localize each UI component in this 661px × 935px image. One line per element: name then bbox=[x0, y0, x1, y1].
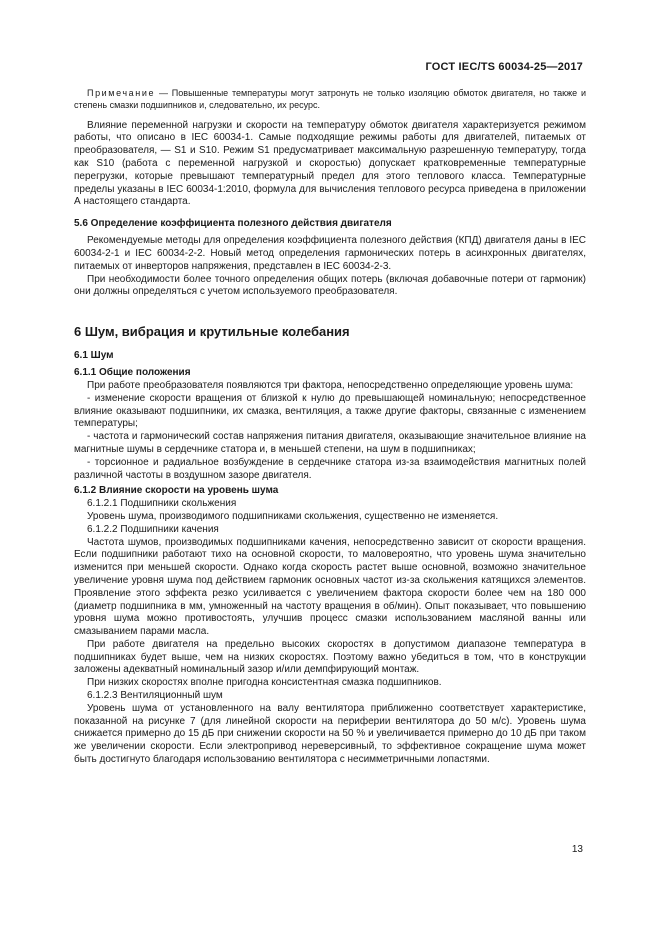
paragraph-high-speed: При работе двигателя на предельно высоких скоростях в допустимом диапазоне температура в подшипниках будет выше, чем на низких скоростях. Поэтому важно убедиться в том, что в конструкции заложены адекватный номинальный зазор и/или демпфирующий монтаж. bbox=[74, 638, 586, 676]
paragraph-sleeve-bearings: Уровень шума, производимого подшипниками скольжения, существенно не изменяется. bbox=[87, 510, 499, 522]
note-text: — Повышенные температуры могут затронуть не только изоляцию обмоток двигателя, но также и степень смазки подшипников и, следовательно, их ресурс. bbox=[74, 88, 586, 110]
heading-5-6: 5.6 Определение коэффициента полезного действия двигателя bbox=[74, 218, 392, 230]
paragraph-low-speed: При низких скоростях вполне пригодна консистентная смазка подшипников. bbox=[87, 677, 442, 689]
list-item-torsional: - торсионное и радиальное возбуждение в сердечнике статора из-за взаимодействия магнитных полей различной частоты в воздушном зазоре двигателя. bbox=[74, 456, 586, 481]
subheading-6-1-2-2: 6.1.2.2 Подшипники качения bbox=[87, 523, 219, 535]
heading-6-1-1: 6.1.1 Общие положения bbox=[74, 367, 191, 379]
paragraph-three-factors: При работе преобразователя появляются три фактора, непосредственно определяющие уровень шума: bbox=[87, 379, 574, 391]
heading-6-1: 6.1 Шум bbox=[74, 350, 114, 362]
document-header: ГОСТ IEC/TS 60034-25—2017 bbox=[425, 61, 583, 73]
paragraph-duty-cycle: Влияние переменной нагрузки и скорости на температуру обмоток двигателя характеризуется режимом работы, что описано в IEC 60034-1. Самые подходящие режимы работы для двигателей, питаемых от преобразователя, — S1 и S10. Режим S1 предусматривает максимальную разрешенную температуру, тогда как S10 (работа с переменной нагрузкой и скоростью) допускает кратковременные температурные перегрузки, которые превышают температурный предел для этого теплового класса. Температурные пределы указаны в IEC 60034-1:2010, формула для вычисления теплового ресурса приведена в приложении А настоящего стандарта. bbox=[74, 119, 586, 208]
list-item-speed: - изменение скорости вращения от близкой к нулю до превышающей номинальную; непосредственное влияние оказывают подшипники, их смазка, вентиляция, а также другие факторы, связанные с изменением температуры; bbox=[74, 392, 586, 430]
heading-6: 6 Шум, вибрация и крутильные колебания bbox=[74, 324, 350, 340]
note-paragraph bbox=[74, 88, 586, 112]
heading-6-1-2: 6.1.2 Влияние скорости на уровень шума bbox=[74, 485, 279, 497]
page-content bbox=[74, 88, 586, 767]
subheading-6-1-2-1: 6.1.2.1 Подшипники скольжения bbox=[87, 498, 237, 510]
paragraph-fan-noise: Уровень шума от установленного на валу вентилятора приближенно соответствует характеристике, показанной на рисунке 7 (для линейной скорости на периферии вентилятора до 50 м/с). Уровень шума снижается примерно до 15 дБ при снижении скорости на 50 % и увеличивается примерно до 10 дБ при таком же увеличении скорости. Если электропривод нереверсивный, то эффективное сокращение шума может быть достигнуто благодаря использованию вентилятора с несимметричными лопастями. bbox=[74, 702, 586, 766]
page-number: 13 bbox=[571, 844, 583, 855]
paragraph-efficiency-methods: Рекомендуемые методы для определения коэффициента полезного действия (КПД) двигателя даны в IEC 60034-2-1 и IEC 60034-2-2. Новый метод определения гармонических потерь в асинхронных двигателях, питаемых от инверторов напряжения, представлен в IEC 60034-2-3. bbox=[74, 235, 586, 272]
note-label: Примечание bbox=[87, 88, 156, 98]
paragraph-rolling-bearings: Частота шумов, производимых подшипниками качения, непосредственно зависит от скорости вращения. Если подшипники работают тихо на основной скорости, то маловероятно, что уровень шума значительно изменится при меньшей скорости. Однако когда скорость растет выше основной, возможно значительное увеличение уровня шума под действием гармоник основных частот из-за скольжения катящихся элементов. Проявление этого эффекта резко усиливается с увеличением фактора скорости более чем на 180 000 (диаметр подшипника в мм, умноженный на частоту вращения в об/мин). Опыт показывает, что повышению уровня шума можно противостоять, улучшив процесс смазки использованием масляной ванны или смазыванием парами масла. bbox=[74, 536, 586, 638]
subheading-6-1-2-3: 6.1.2.3 Вентиляционный шум bbox=[87, 690, 223, 702]
list-item-frequency: - частота и гармонический состав напряжения питания двигателя, оказывающие значительное влияние на магнитные шумы в сердечнике статора и, в меньшей степени, на шум в подшипниках; bbox=[74, 431, 586, 455]
paragraph-total-losses: При необходимости более точного определения общих потерь (включая добавочные потери от гармоник) они должны определяться с учетом используемого преобразователя. bbox=[74, 273, 586, 298]
